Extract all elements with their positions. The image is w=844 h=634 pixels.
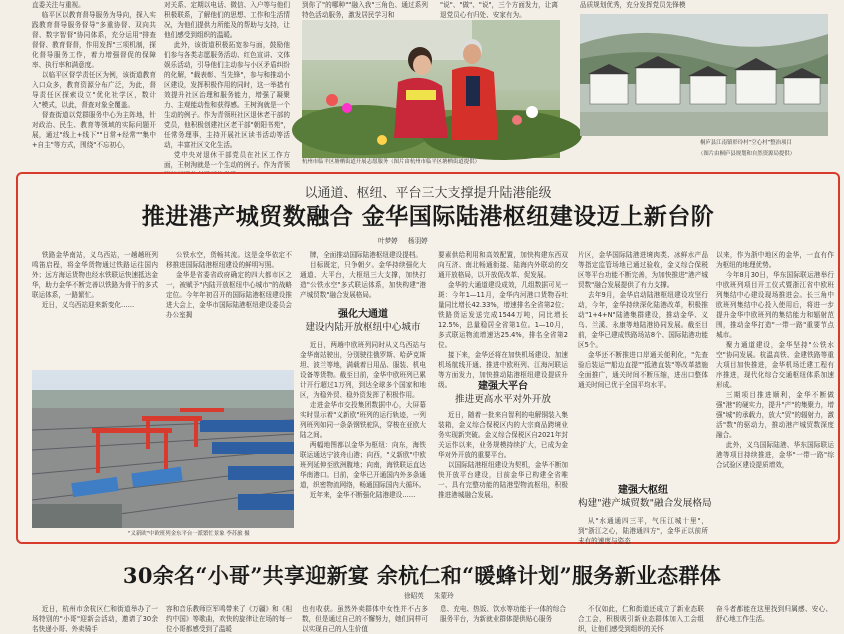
feature-col4-para: 接下来，金华还将在加快机场建设、加速机场航线开通、推进中欧班列、江海河联运等方面发力，加快推动陆港枢纽建设提质升级。 <box>438 351 568 389</box>
top-column-4 <box>440 0 558 22</box>
village-photo <box>580 14 828 136</box>
feature-col6-para: 聚力通道建设，金华坚持"公铁水空"协同发展。杭温高铁、金建铁路等重大项目加快推进，金华机场迁建工程有序推进，现代化综合交通枢纽体系加速形成。 <box>716 341 834 389</box>
feature-kicker: 以通道、枢纽、平台三大支撑提升陆港能级 <box>304 186 552 201</box>
feature-column-5-body <box>578 516 708 545</box>
feature-col3-body-para: 走进金华市交投集团数据中心，大屏幕实时显示着"义新欧"班列的运行轨迹，一列列班列如同一条条钢铁驼队，穿梭在亚欧大陆之间。 <box>300 401 426 439</box>
byline-author: 徐昭英 <box>404 592 424 600</box>
bottom-col-para: 近日，杭州市余杭区仁和街道举办了一场特别的"小哥"迎新会活动，邀请了30余名快递小哥、外卖骑手 <box>32 605 158 633</box>
subhead-line: 强化大通道 <box>338 309 388 320</box>
subhead-line: 构建"港产城贸数"融合发展格局 <box>578 498 712 509</box>
bottom-col-para: 容和音乐教师臣军鸣带来了《万疆》和《相约中国》等歌曲，欢快的旋律让在场的每一位小哥都感受到了温暖 <box>166 605 292 633</box>
feature-article-box <box>16 172 840 544</box>
bottom-headline: 30余名“小哥”共享迎新宴 余杭仁和“暖蜂计划”服务新业态群体 <box>122 563 722 588</box>
feature-column-1 <box>32 250 158 360</box>
bottom-col-para: 不仅如此，仁和街道还成立了新业态联合工会，积极吸引新业态群体加入工会组织，让他们感受到组织的关怀 <box>578 605 704 633</box>
village-photo-caption-1: 桐庐县江南镇彰玲村“空心村”整治项目 <box>700 140 792 146</box>
feature-byline <box>378 235 436 245</box>
top-col1-para: 督查街道以党群服务中心为主阵地，针对政治、民生、教育等领域的实际问题开展，通过"线上+线下""日常+经常""集中+自主"等方式，围绕"不忘初心， <box>32 111 156 149</box>
top-col1-para: 直委关注与重视。 <box>32 1 85 9</box>
top-col1-para: 临平区以教育督导服务为导向，探入实践教育督导服务督导"多重协督、双向共督、数字智督"协同体系，充分运用"排查督督、教育督督，作用发挥"三项机制，探化督导服务工作，着力增强督促的保障率、执行率和满意度。 <box>32 11 156 69</box>
byline-author: 叶梦婷 <box>378 237 398 245</box>
top-column-2 <box>164 0 290 169</box>
top-column-1 <box>32 0 156 170</box>
feature-col2-para: 金华是省委省政府确定的四大都市区之一，被赋予"内陆开放枢纽中心城市"的战略定位。今年年初召开的国际陆港枢纽建设推进大会上，金华市国际陆港枢纽建设委员会办公室揭 <box>166 271 292 319</box>
feature-headline: 推进港产城贸数融合 金华国际陆港枢纽建设迈上新台阶 <box>141 203 715 230</box>
byline-author: 朱蒙玲 <box>433 592 454 600</box>
feature-col6-para: 以来，作为浙中地区的金华，一直有作为枢纽的地理优势。 <box>716 251 834 269</box>
rail-yard-photo-caption: "义新欧"中欧班列金东平台一派繁忙景象 李苏旅 摄 <box>128 531 250 537</box>
subhead-line: 推进更高水平对外开放 <box>455 394 551 405</box>
top-col2-para: 对关系、定期以电话、微信、入户等与他们积极联系，了解他们的思想、工作和生活情况，为他们提供力所能及的帮助与支持，让他们感受到组织的温暖。 <box>164 1 290 39</box>
bottom-column-1 <box>32 604 158 633</box>
rail-yard-photo <box>32 370 294 528</box>
bottom-col-para: 息、充电、热饭、饮水等功能于一体的综合服务平台，为新就业群体提供贴心服务 <box>440 605 566 623</box>
top-col1-para: 以临平区督学责任区为例，该街道教育入口众多，教育资源分布广泛，为此，督导责任区探索设立"优化社学区，数计入"模式，以此，督查对象全覆盖。 <box>32 71 156 109</box>
bottom-column-5 <box>578 604 704 633</box>
bottom-column-3 <box>302 604 428 633</box>
bottom-column-4 <box>440 604 566 633</box>
top-column-5 <box>580 0 830 12</box>
feature-subhead-platform <box>438 380 568 406</box>
subhead-line: 建设内陆开放枢纽中心城市 <box>305 322 421 333</box>
feature-column-3-body <box>300 340 426 536</box>
feature-col4-body-para: 近日，随着一批来自智利的电解铜装入集装箱，金义综合保税区内的大宗商品跨境业务实现新突破。金义综合保税区自2021年封关运作以来，业务规模持续扩大，已成为金华对外开放的重要平台。 <box>438 411 568 459</box>
top-col3-text: 到你了"的哪种""融入我"三角色、通过系列特色活动服务，激发居民学习和 <box>302 1 428 19</box>
volunteer-photo <box>302 20 560 158</box>
bottom-column-6 <box>716 604 832 633</box>
feature-col1-para: 铁路金华南站，义乌西站，一趟趟班列鸣笛启程，将金华货物通过铁路运往国内外；远方海运货物也经水铁联运快速抵达金华，助力金华不断完善以铁路为骨干的多式联运体系，一路繁忙。 <box>32 251 158 299</box>
feature-column-2 <box>166 250 292 360</box>
feature-col4-para: 金华的大通道建设成效，几组数据可见一斑：今年1—11月，金华内河港口货物吞吐量同比增长42.33%，增速排名全省第2位；铁路货运发送完成1544万吨，同比增长12.5%，总量稳居全省第1位。1—10月，多式联运物流增速达25.4%，排名全省第2位。 <box>438 281 568 349</box>
subhead-line: 建强大平台 <box>478 381 528 392</box>
feature-column-3 <box>300 250 426 310</box>
village-photo-image <box>580 14 828 136</box>
feature-col6-para: 今年8月30日，华东国际联运港举行中欧班列项目开工仪式暨浙江省中欧班列集结中心建设现场推进会。长三角中欧班列集结中心投入使用后，将进一步提升金华中欧班列的集结能力和辐射范围，推动金华打造"一带一路"重要节点城市。 <box>716 271 834 339</box>
bottom-byline <box>404 590 462 600</box>
feature-col3-para: 牌，全面推动国际陆港枢纽建设提档。 <box>309 251 422 259</box>
feature-col3-body-para: 两幅地图都以金华为枢纽：向东，海铁联运通达宁波舟山港；向西，"义新欧"中欧班列延伸至欧洲腹地；向南，海铁联运直达华南港口。目前，金华已开通国内外多条通道，织密物流网络，畅通国际国内大循环。 <box>300 441 426 489</box>
bottom-col-para: 奋斗者都能在这里找到归属感、安心、舒心地工作生活。 <box>716 605 832 623</box>
volunteer-photo-caption: 杭州市临平区塘栖街道开展志愿服务（图片由杭州市临平区塘栖街道提供） <box>302 159 480 165</box>
feature-col2-para: 公铁水空，货畅其流。这是金华依定不移推进国际陆港枢纽建设的鲜明写照。 <box>166 251 292 269</box>
feature-col4-para: 要素供给利用和高效配置，加快构建东西双向互济、南北畅通衔接、陆海内外联动的交通开放格局，以开放促改革、促发展。 <box>438 251 568 279</box>
feature-subhead-hub <box>578 484 712 510</box>
top-col2-para: 党中央对退休干部党员在社区工作方面，王树洵就是一个生动的例子。作为青领 <box>164 151 290 169</box>
rail-yard-photo-image <box>32 370 294 528</box>
bottom-col-para: 也有收获。虽然外卖群体中女性并不占多数，但是通过自己的不懈努力，她们同样可以实现自己的人生价值 <box>302 605 428 633</box>
top-col2-para: 此外，该街道积极拓宽参与面，鼓励他们参与各类志愿服务活动、红色宣讲、文体娱乐活动，引导他们主动参与小区矛盾纠纷的化解，"载表彰、当先锋"，参与和推动小区建设，发挥积极作用的同时，这一举措有效提升社区治理和服务能力，增强了凝聚力、主观能动性和获得感。王树洵就是一个生动的例子。作为青领班社区退休老干部的党员，他积极创建社区老干部"朝阳书苑"，任常务理事，主持开展社区读书活动等活动，丰富社区文化生活。 <box>164 41 290 149</box>
feature-col3-body-para: 近日，两趟中欧班列同时从义乌西站与金华南站驶出，分别驶往俄罗斯、哈萨克斯坦、波兰等地，满载着日用品、服装、机电设备等货物。截至目前，金华中欧班列已累计开行超过1万列，到达全球多个国家和地区，为稳外贸、稳外资发挥了积极作用。 <box>300 341 426 399</box>
feature-column-4-body <box>438 410 568 536</box>
feature-col4-body-para: 以国际陆港枢纽建设为契机，金华不断加快开放平台建设，目前金华已构建全省唯一、具有完整功能的陆港型物流枢纽，积极推进港城融合发展。 <box>438 461 568 499</box>
feature-col6-para: 此外，义乌国际陆港、华东国际联运港等项目持续推进，金华"一带一路"综合试验区建设提质增效， <box>716 441 834 469</box>
top-column-3 <box>302 0 428 22</box>
feature-col6-para: 三期项目推进顺利，金华不断做强"港"的硬实力，提升"产"的集聚力，增强"城"的承载力，放大"贸"的辐射力，激活"数"的驱动力，推动港产城贸数深度融合。 <box>716 391 834 439</box>
feature-col5-para: 去年9月，金华启动陆港枢纽建设攻坚行动，今年，金华持续深化陆港改革，积极推动"1+4+N"陆港集群建设，推动金华、义乌、兰溪、永康等地陆港协同发展。截至目前，金华已建成铁路场站8个、国际陆港功能区5个。 <box>578 291 708 349</box>
feature-column-6 <box>716 250 834 538</box>
top-col4-text: "说"、"做"、"说"，三个方面发力，让离退党员心有归处、安家有为。 <box>440 1 558 19</box>
byline-author: 杨羽婷 <box>407 237 428 245</box>
feature-col3-para: 目标既定，只争朝夕。金华持续强化大通道、大平台，大枢纽三大支撑，加快打造"公铁水空"多式联运体系，加快构建"港产城贸数"融合发展格局。 <box>300 261 426 299</box>
top-col5-text: 品质规划优秀，充分发挥党员先锋模 <box>580 1 686 9</box>
feature-subhead-channel <box>300 308 426 334</box>
bottom-column-2 <box>166 604 292 633</box>
feature-col3-body-para: 近年来，金华不断强化陆港建设…… <box>309 491 416 499</box>
feature-column-5 <box>578 250 708 478</box>
feature-col5-para: 片区，金华国际陆港进境肉类、冰鲜水产品等指定监管场地已通过验收，金义综合保税区等平台功能不断完善，为加快推进"港产城贸数"融合发展提供了有力支撑。 <box>578 251 708 289</box>
volunteer-photo-image <box>302 20 560 158</box>
feature-col5-body-para: 从"水通通四三平，气压江城十里"，到"浙江之心，陆港通四方"，金华正以前所未有的速度与姿态 <box>578 517 708 545</box>
village-photo-caption-2: （图片由桐庐县规划和自然资源局提供） <box>698 151 796 157</box>
subhead-line: 建强大枢纽 <box>618 485 668 496</box>
feature-col1-para: 近日，义乌西站迎来新变化…… <box>41 301 135 309</box>
feature-col5-para: 金华还不断推进口岸通关便利化，"先查验后装运""船边直提""抵港直装"等改革措施全面推广，通关时间不断压缩，进出口整体通关时间已优于全国平均水平。 <box>578 351 708 389</box>
